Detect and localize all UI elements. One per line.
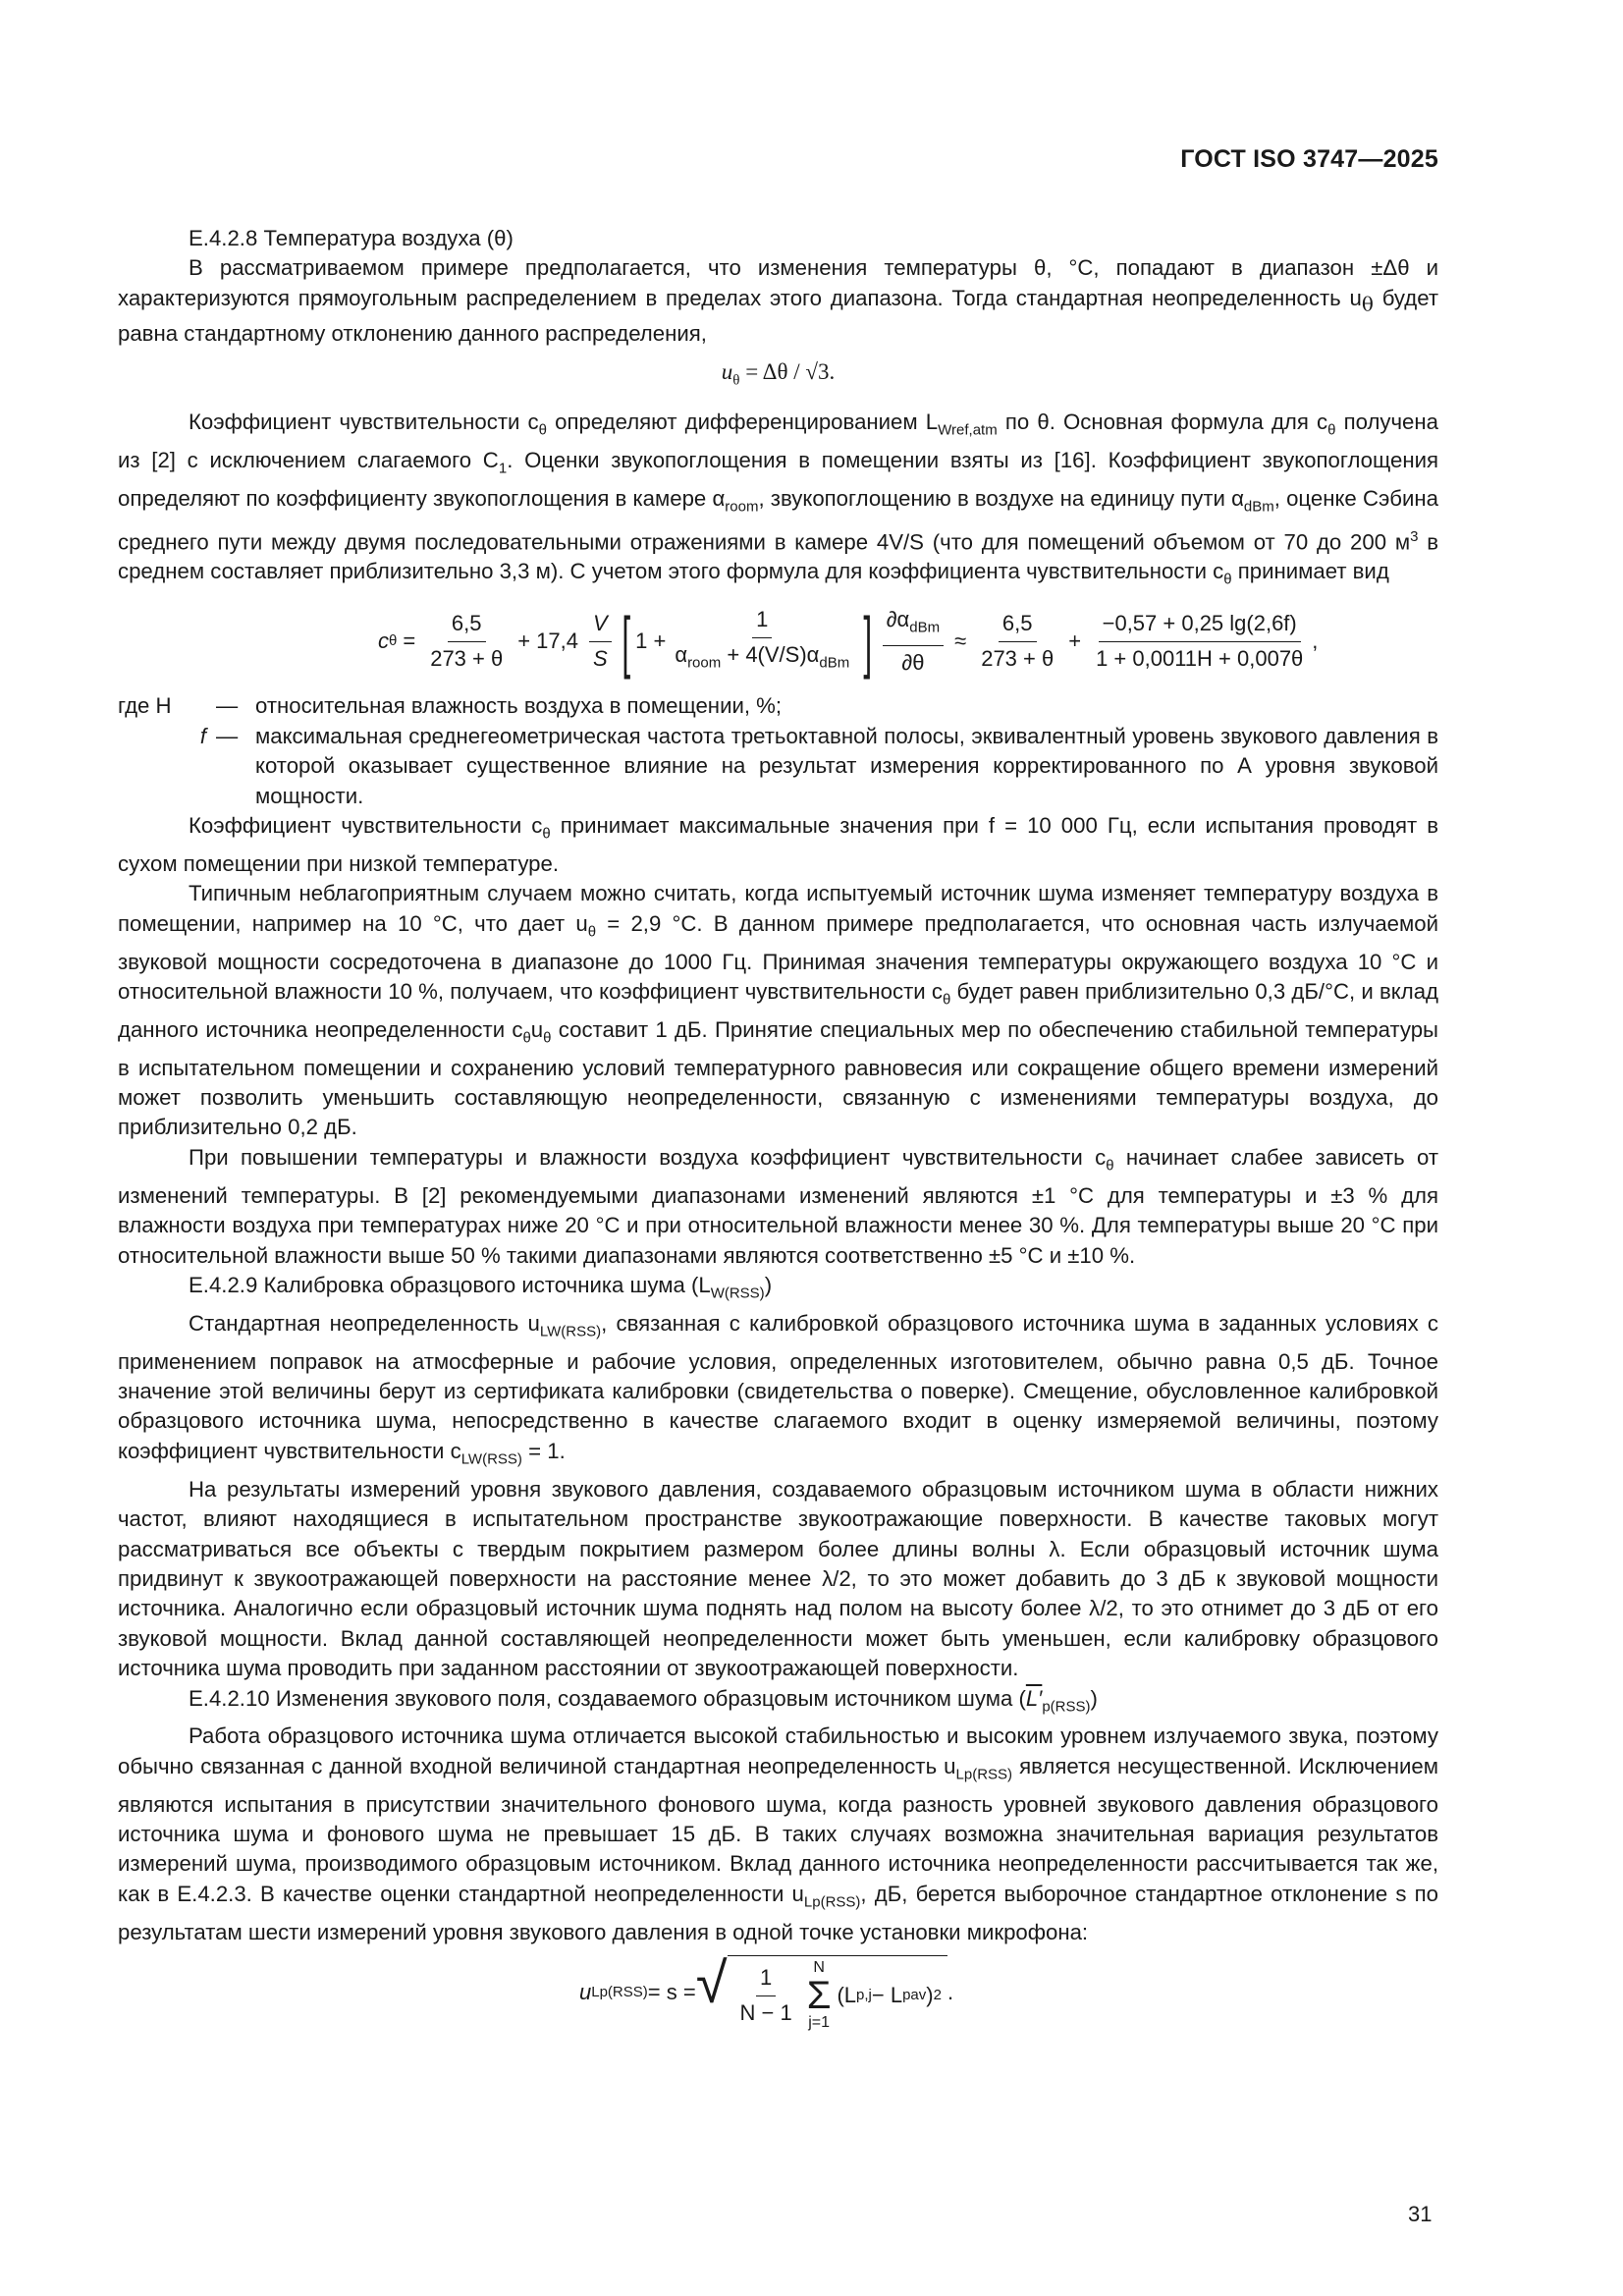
paragraph: Стандартная неопределенность $u_{LW(RSS)}$, связанная с калибровкой образцового источника шума в заданных условиях с применением поправок на атмосферные и рабочие условия, определенных изготовителем, обычно равна 0,5 дБ. Точное значение этой величины берут из сертификата калибровки (свидетельства о поверке). Смещение, обусловленное калибровкой образцового источника шума, непосредственно в качестве слагаемого входит в оценку измеряемой величины, поэтому коэффициент чувствительности $c_{LW(RSS)} = 1$. — [118, 1310, 1438, 1468]
standard-designation: ГОСТ ISO 3747—2025 — [1180, 145, 1438, 173]
section-title-e429: Е.4.2.9 Калибровка образцового источника шума $(L_{W(RSS)})$ — [189, 1272, 773, 1302]
section-title-e4210: Е.4.2.10 Изменения звукового поля, создаваемого образцовым источником шума $(L'_{p(RSS)})$ — [189, 1685, 1098, 1715]
paragraph: При повышении температуры и влажности воздуха коэффициент чувствительности $c_\theta$ начинает слабее зависеть от изменений температуры. В [2] рекомендуемыми диапазонами изменений являются ±1 °С для температуры и ±3 % для влажности воздуха при температурах ниже 20 °С и при относительной влажности менее 30 %. Для температуры выше 20 °С при относительной влажности выше 50 % такими диапазонами являются соответственно ±5 °С и ±10 %. — [118, 1144, 1438, 1268]
equation-standard-deviation: u Lp(RSS) = s = √ $\frac{1}{N - 1}$ N Σ j=1 (L p,j − L pav ) 2 . — [579, 1951, 954, 2032]
page-number: 31 — [1408, 2202, 1433, 2226]
equation-sensitivity-coefficient: c θ = $\frac{6,5}{273 + \theta}$ + 17,4 $\frac{V}{S}$ [ 1 + $\frac{1}{\alpha_{room} + 4(V/S)\alpha_{dBm}}$ ] $\frac{\partial\alpha_{dBm}}{\partial\theta}$ ≈ $\frac{6,5}{273 + \theta}$ + $\frac{-0,57 + 0,25 \lg(2,6f)}{1 + 0,0011H + 0,007\theta}$ , — [378, 603, 1319, 681]
symbol-definitions — [118, 691, 1438, 811]
paragraph: Коэффициент чувствительности $c_\theta$ принимает максимальные значения при f = 10 000 Гц, если испытания проводят в сухом помещении при низкой температуре. — [118, 813, 1438, 876]
equation-u-theta: $u_\theta = \Delta\theta / √3$. — [721, 359, 836, 389]
paragraph: На результаты измерений уровня звукового давления, создаваемого образцовым источником шума в области нижних частот, влияют находящиеся в испытательном пространстве звукоотражающие поверхности. В качестве таковых могут рассматриваться все объекты с твердым покрытием размером более длины волны λ. Если образцовый источник шума придвинут к звукоотражающей поверхности на расстояние менее λ/2, то это может добавить до 3 дБ к звуковой мощности источника. Аналогично если образцовый источник шума поднять над полом на высоту более λ/2, то это отнимет до 3 дБ от его звуковой мощности. Вклад данной составляющей неопределенности может быть уменьшен, если калибровку образцового источника шума проводить при заданном расстоянии от звукоотражающей поверхности. — [118, 1476, 1438, 1681]
paragraph: Работа образцового источника шума отличается высокой стабильностью и высоким уровнем излучаемого звука, поэтому обычно связанная с данной входной величиной стандартная неопределенность $u_{Lp(RSS)}$ является несущественной. Исключением являются испытания в присутствии значительного фонового шума, когда разность уровней звукового давления образцового источника шума и фонового шума не превышает 15 дБ. В таких случаях возможна значительная вариация результатов измерений шума, производимого образцовым источником. Вклад данного источника неопределенности рассчитывается так же, как в Е.4.2.3. В качестве оценки стандартной неопределенности $u_{Lp(RSS)}$, дБ, берется выборочное стандартное отклонение s по результатам шести измерений уровня звукового давления в одной точке установки микрофона: — [118, 1723, 1438, 1944]
paragraph: В рассматриваемом примере предполагается, что изменения температуры θ, °С, попадают в диапазон ±Δθ и характеризуются прямоугольным распределением в пределах этого диапазона. Тогда стандартная неопределенность $u_\theta$ будет равна стандартному отклонению данного распределения, — [118, 255, 1438, 346]
definition-f: f — максимальная среднегеометрическая частота третьоктавной полосы, эквивалентный уровень звукового давления в которой оказывает существенное влияние на результат измерения корректированного по А уровня звуковой мощности. — [199, 723, 1438, 808]
definition-H: где H — относительная влажность воздуха в помещении, %; — [118, 693, 783, 719]
paragraph: Коэффициент чувствительности $c_\theta$ определяют дифференцированием $L_{Wref,atm}$ по θ. Основная формула для $c_\theta$ получена из [2] с исключением слагаемого $C_1$. Оценки звукопоглощения в помещении взяты из [16]. Коэффициент звукопоглощения определяют по коэффициенту звукопоглощения в камере $\alpha_{room}$, звукопоглощению в воздухе на единицу пути $\alpha_{dBm}$, оценке Сэбина среднего пути между двумя последовательными отражениями в камере 4V/S (что для помещений объемом от 70 до 200 $м^3$ в среднем составляет приблизительно 3,3 м). С учетом этого формула для коэффициента чувствительности $c_\theta$ принимает вид — [118, 410, 1438, 588]
page-body — [118, 224, 1438, 2045]
paragraph: Типичным неблагоприятным случаем можно считать, когда испытуемый источник шума изменяет температуру воздуха в помещении, например на 10 °С, что дает $u_\theta = 2,9$ °С. В данном примере предполагается, что основная часть излучаемой звуковой мощности сосредоточена в диапазоне до 1000 Гц. Принимая значения температуры окружающего воздуха 10 °С и относительной влажности 10 %, получаем, что коэффициент чувствительности $c_\theta$ будет равен приблизительно 0,3 дБ/°С, и вклад данного источника неопределенности $c_\theta u_\theta$ составит 1 дБ. Принятие специальных мер по обеспечению стабильной температуры в испытательном помещении и сохранению условий температурного равновесия или сокращение общего времени измерений может позволить уменьшить составляющую неопределенности, связанную с изменениями температуры воздуха, до приблизительно 0,2 дБ. — [118, 881, 1438, 1140]
section-title-e428: Е.4.2.8 Температура воздуха (θ) — [189, 226, 514, 250]
